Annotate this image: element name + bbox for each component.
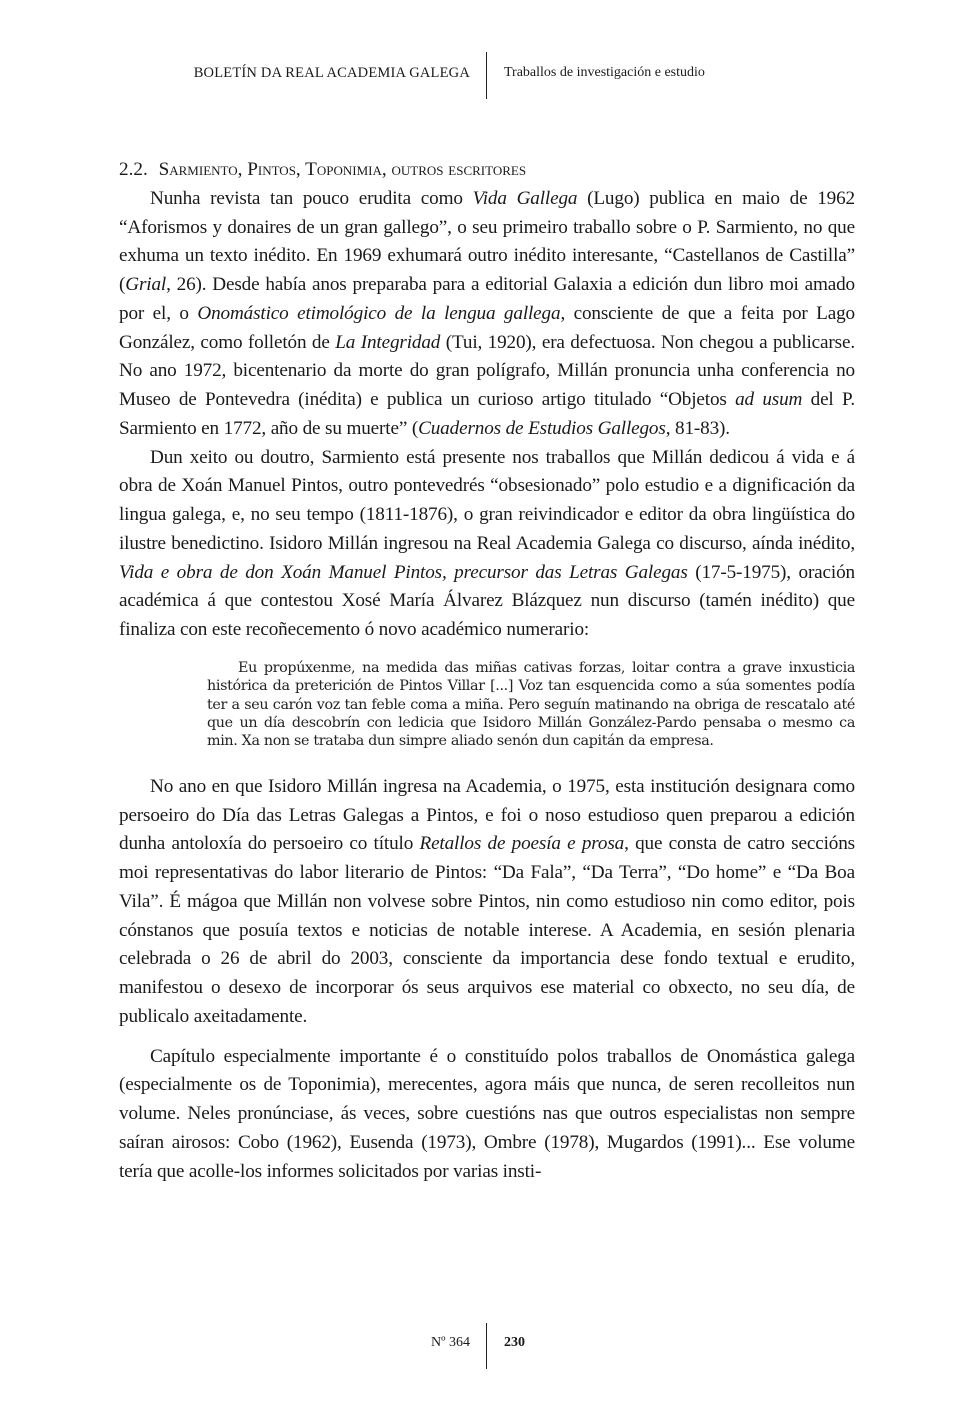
section-number: 2.2. (119, 159, 148, 180)
italic-title: Vida e obra de don Xoán Manuel Pintos, precursor das Letras Galegas (119, 561, 688, 583)
text-run: Dun xeito ou doutro, Sarmiento está presente nos traballos que Millán dedicou á vida e á obra de Xoán Manuel Pintos, outro pontevedrés “obsesionado” polo estudio e a dignificación da lingua galega, e, no seu tempo (1811-1876), o gran reivindicador e editor da obra lingüística do ilustre benedictino. Isidoro Millán ingresou na Real Academia Galega co discurso, aínda inédito, (119, 446, 855, 554)
text-run: , 81-83). (665, 417, 730, 439)
text-run: , 26). Desde había anos preparaba para a editorial Galaxia a edición dun libro moi amado por el, o (119, 274, 855, 324)
text-run: , que consta de catro seccións moi representativas do labor literario de Pintos: “Da Fala”, “Da Terra”, “Do home” e “Da Boa Vila”. É mágoa que Millán non volvese sobre Pintos, nin como estudioso nin como editor, pois cónstanos que posuía textos e noticias de notable interese. A Academia, en sesión plenaria celebrada o 26 de abril do 2003, consciente da importancia dese fondo textual e erudito, manifestou o desexo de incorporar ós seus arquivos ese material co obxecto, no seu día, de publicalo axeitadamente. (119, 833, 855, 1027)
text-run: No ano en que Isidoro Millán ingresa na Academia, o 1975, esta institución designara como persoeiro do Día das Letras Galegas a Pintos, e foi o noso estudioso quen preparou a edición dunha antoloxía do persoeiro co título (119, 775, 855, 855)
italic-title: Vida Gallega (472, 187, 578, 209)
text-run: , consciente de que a feita por Lago González, como folletón de (119, 302, 855, 353)
italic-title: Onomástico etimológico de la lengua gallega (197, 302, 561, 324)
italic-title: Grial (125, 274, 167, 295)
section-title: Traballos de investigación e estudio (504, 65, 705, 80)
italic-title: Retallos de poesía e prosa (419, 833, 625, 855)
text-run: Capítulo especialmente importante é o constituído polos traballos de Onomástica galega (especialmente os de Toponimia), merecentes, agora máis que nunca, de seren recolleitos nun volume. Neles pronúnciase, ás veces, sobre cuestións nas que outros especialistas non sempre saíran airosos: Cobo (1962), Eusenda (1973), Ombre (1978), Mugardos (1991)... Ese volume tería que acolle-los informes solicitados por varias insti- (119, 1045, 855, 1182)
paragraph-2 (119, 444, 855, 645)
text-run: (17-5-1975), oración académica á que contestou Xosé María Álvarez Blázquez nun discurso (tamén inédito) que finaliza con este recoñecemento ó novo académico numerario: (119, 561, 855, 640)
paragraph-1 (119, 185, 855, 444)
section-heading-title: Sarmiento, Pintos, Toponimia, outros escritores (158, 159, 527, 180)
header-divider (486, 52, 487, 99)
italic-phrase: ad usum (735, 389, 803, 410)
paragraph-3 (119, 773, 855, 1032)
running-header (0, 52, 975, 100)
running-footer (0, 1323, 975, 1369)
text-run: (Lugo) publica en maio de 1962 “Aforismos y donaires de un gran gallego”, o seu primeiro traballo sobre o P. Sarmiento, no que exhuma un texto inédito. En 1969 exhumará outro inédito interesante, “Castellanos de Castilla” ( (119, 187, 855, 295)
journal-title: BOLETÍN DA REAL ACADEMIA GALEGA (193, 65, 470, 81)
article-body (119, 156, 855, 1186)
italic-title: La Integridad (335, 331, 441, 353)
footer-divider (486, 1323, 487, 1369)
block-quote: Eu propúxenme, na medida das miñas cativas forzas, loitar contra a grave inxusticia histórica da preterición de Pintos Villar [...] Voz tan esquencida como a súa somentes podía ter a seu carón voz tan feble coma a miña. Pero seguín matinando na obriga de rescatalo até que un día descobrín con ledicia que Isidoro Millán González-Pardo pensaba o mesmo ca min. Xa non se trataba dun simpre aliado senón dun capitán da empresa. (207, 659, 855, 750)
text-run: Nunha revista tan pouco erudita como (150, 187, 473, 209)
italic-title: Cuadernos de Estudios Gallegos (418, 417, 666, 439)
issue-number: Nº 364 (431, 1335, 470, 1350)
section-heading (119, 156, 855, 185)
page-number: 230 (504, 1335, 525, 1350)
paragraph-4 (119, 1043, 855, 1187)
text-run: del P. Sarmiento en 1772, año de su muerte” ( (119, 389, 856, 439)
paragraph-spacer (119, 1032, 855, 1043)
text-run: (Tui, 1920), era defectuosa. Non chegou a publicarse. No ano 1972, bicentenario da morte do gran polígrafo, Millán pronuncia unha conferencia no Museo de Pontevedra (inédita) e publica un curioso artigo titulado “Objetos (119, 331, 855, 410)
